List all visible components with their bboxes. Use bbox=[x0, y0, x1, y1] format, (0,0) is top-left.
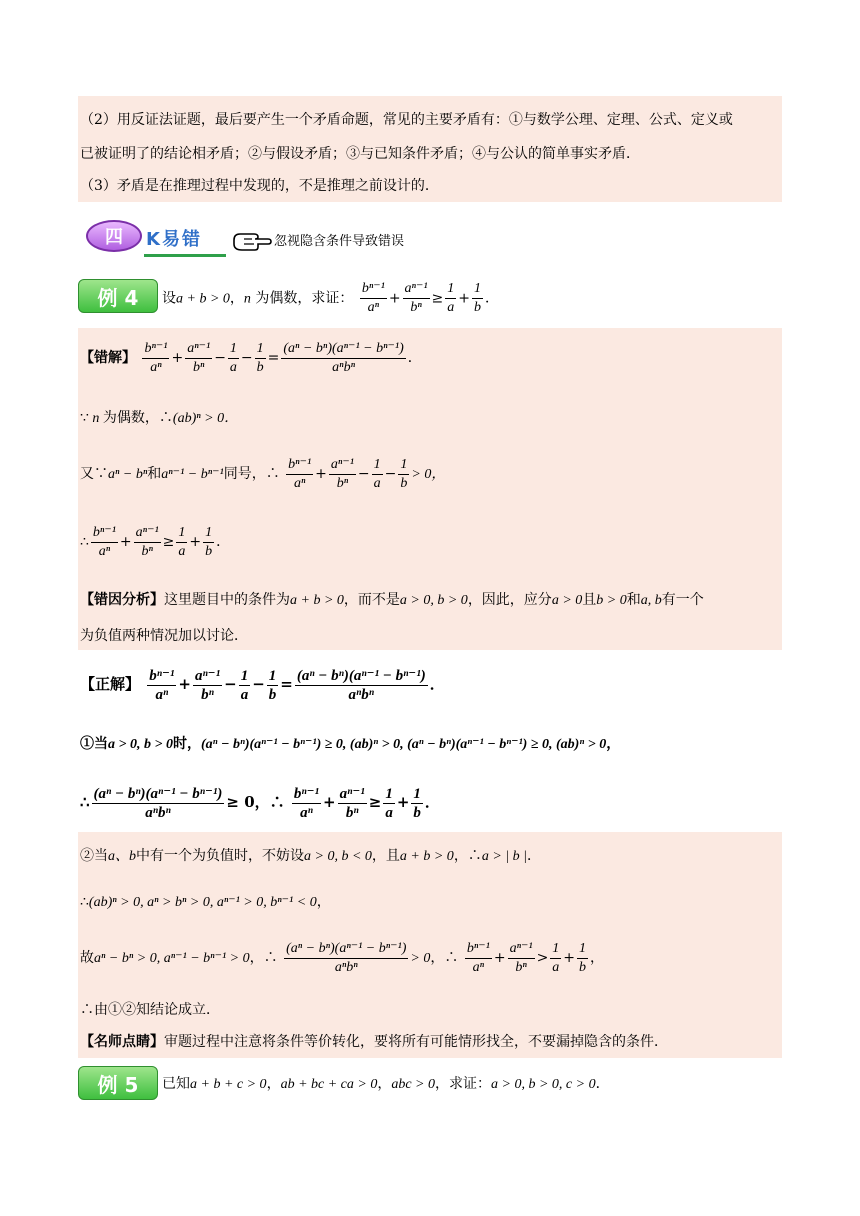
analysis-line-2: 为负值两种情况加以讨论． bbox=[80, 628, 248, 644]
wrong-line-1: 【错解】 $\frac{\text{bⁿ⁻¹}}{\text{aⁿ}}$ + $\frac{\text{aⁿ⁻¹}}{\text{bⁿ}}$ − $\frac{1}{a}$ − $\frac{1}{b}$ = $\frac{\text{(aⁿ − bⁿ)(aⁿ⁻¹ − bⁿ⁻¹)}}{\text{aⁿbⁿ}}$ ． bbox=[80, 340, 422, 375]
wrong-line-4: ∴ $\frac{\text{bⁿ⁻¹}}{\text{aⁿ}}$ + $\frac{\text{aⁿ⁻¹}}{\text{bⁿ}}$ ≥ $\frac{1}{a}$ + $\frac{1}{b}$ ． bbox=[80, 524, 231, 559]
teacher-tip: 【名师点睛】审题过程中注意将条件等价转化，要将所有可能情形找全，不要漏掉隐含的条件． bbox=[80, 1034, 668, 1050]
case-2-line-1: ②当a、b中有一个为负值时，不妨设a > 0, b < 0，且a + b > 0，∴a > | b |． bbox=[80, 848, 541, 864]
example-5-statement: 已知a + b + c > 0，ab + bc + ca > 0，abc > 0，求证：a > 0, b > 0, c > 0． bbox=[162, 1076, 610, 1092]
correct-line-1: 【正解】 $\frac{\text{bⁿ⁻¹}}{\text{aⁿ}}$ + $\frac{\text{aⁿ⁻¹}}{\text{bⁿ}}$ − $\frac{1}{a}$ − $\frac{1}{b}$ = $\frac{\text{(aⁿ − bⁿ)(aⁿ⁻¹ − bⁿ⁻¹)}}{\text{aⁿbⁿ}}$ ． bbox=[80, 667, 445, 703]
case-2-line-2: ∴(ab)ⁿ > 0, aⁿ > bⁿ > 0, aⁿ⁻¹ > 0, bⁿ⁻¹ < 0， bbox=[80, 894, 331, 910]
note-p3: （3）矛盾是在推理过程中发现的，不是推理之前设计的． bbox=[80, 178, 439, 194]
example-4-badge: 例 4 bbox=[78, 279, 158, 313]
correct-case-1-result: ∴ $\frac{\text{(aⁿ − bⁿ)(aⁿ⁻¹ − bⁿ⁻¹)}}{\text{aⁿbⁿ}}$ ≥ 0，∴ $\frac{\text{bⁿ⁻¹}}{\text{aⁿ}}$ + $\frac{\text{aⁿ⁻¹}}{\text{bⁿ}}$ ≥ $\frac{1}{a}$ + $\frac{1}{b}$ ． bbox=[80, 785, 440, 821]
case-2-line-3: 故aⁿ − bⁿ > 0, aⁿ⁻¹ − bⁿ⁻¹ > 0，∴ $\frac{\text{(aⁿ − bⁿ)(aⁿ⁻¹ − bⁿ⁻¹)}}{\text{aⁿbⁿ}}$ > 0，∴ $\frac{\text{bⁿ⁻¹}}{\text{aⁿ}}$ + $\frac{\text{aⁿ⁻¹}}{\text{bⁿ}}$ > $\frac{1}{a}$ + $\frac{1}{b}$ ， bbox=[80, 940, 605, 975]
section-number-badge: 四 bbox=[86, 220, 142, 252]
section-title: 忽视隐含条件导致错误 bbox=[274, 234, 405, 249]
note-p2-line2: 已被证明了的结论相矛盾；②与假设矛盾；③与已知条件矛盾；④与公认的简单事实矛盾． bbox=[80, 146, 640, 162]
analysis-line-1: 【错因分析】这里题目中的条件为a + b > 0，而不是a > 0, b > 0，因此，应分a > 0且b > 0和a, b有一个 bbox=[80, 592, 704, 608]
pointing-hand-icon bbox=[232, 226, 272, 254]
example-5-badge: 例 5 bbox=[78, 1066, 158, 1100]
wrong-line-3: 又∵aⁿ − bⁿ和aⁿ⁻¹ − bⁿ⁻¹同号，∴ $\frac{\text{bⁿ⁻¹}}{\text{aⁿ}}$ + $\frac{\text{aⁿ⁻¹}}{\text{bⁿ}}$ − $\frac{1}{a}$ − $\frac{1}{b}$ > 0， bbox=[80, 456, 446, 491]
correct-case-1: ①当a > 0, b > 0时，(aⁿ − bⁿ)(aⁿ⁻¹ − bⁿ⁻¹) ≥ 0, (ab)ⁿ > 0, (aⁿ − bⁿ)(aⁿ⁻¹ − bⁿ⁻¹) ≥ 0, (ab)ⁿ > 0， bbox=[80, 736, 621, 752]
case-2-conclusion: ∴由①②知结论成立． bbox=[80, 1002, 220, 1018]
wrong-line-2: ∵ n 为偶数，∴(ab)ⁿ > 0． bbox=[80, 410, 239, 426]
section-tag: K易错 bbox=[146, 229, 202, 250]
section-underline bbox=[144, 254, 226, 257]
example-4-statement: 设a + b > 0，n 为偶数，求证： $\frac{\text{bⁿ⁻¹}}{\text{aⁿ}}$ + $\frac{\text{aⁿ⁻¹}}{\text{bⁿ}}$ ≥ $\frac{1}{a}$ + $\frac{1}{b}$ ． bbox=[162, 281, 500, 315]
note-p2-line1: （2）用反证法证题，最后要产生一个矛盾命题，常见的主要矛盾有：①与数学公理、定理、公式、定义或 bbox=[80, 112, 733, 128]
